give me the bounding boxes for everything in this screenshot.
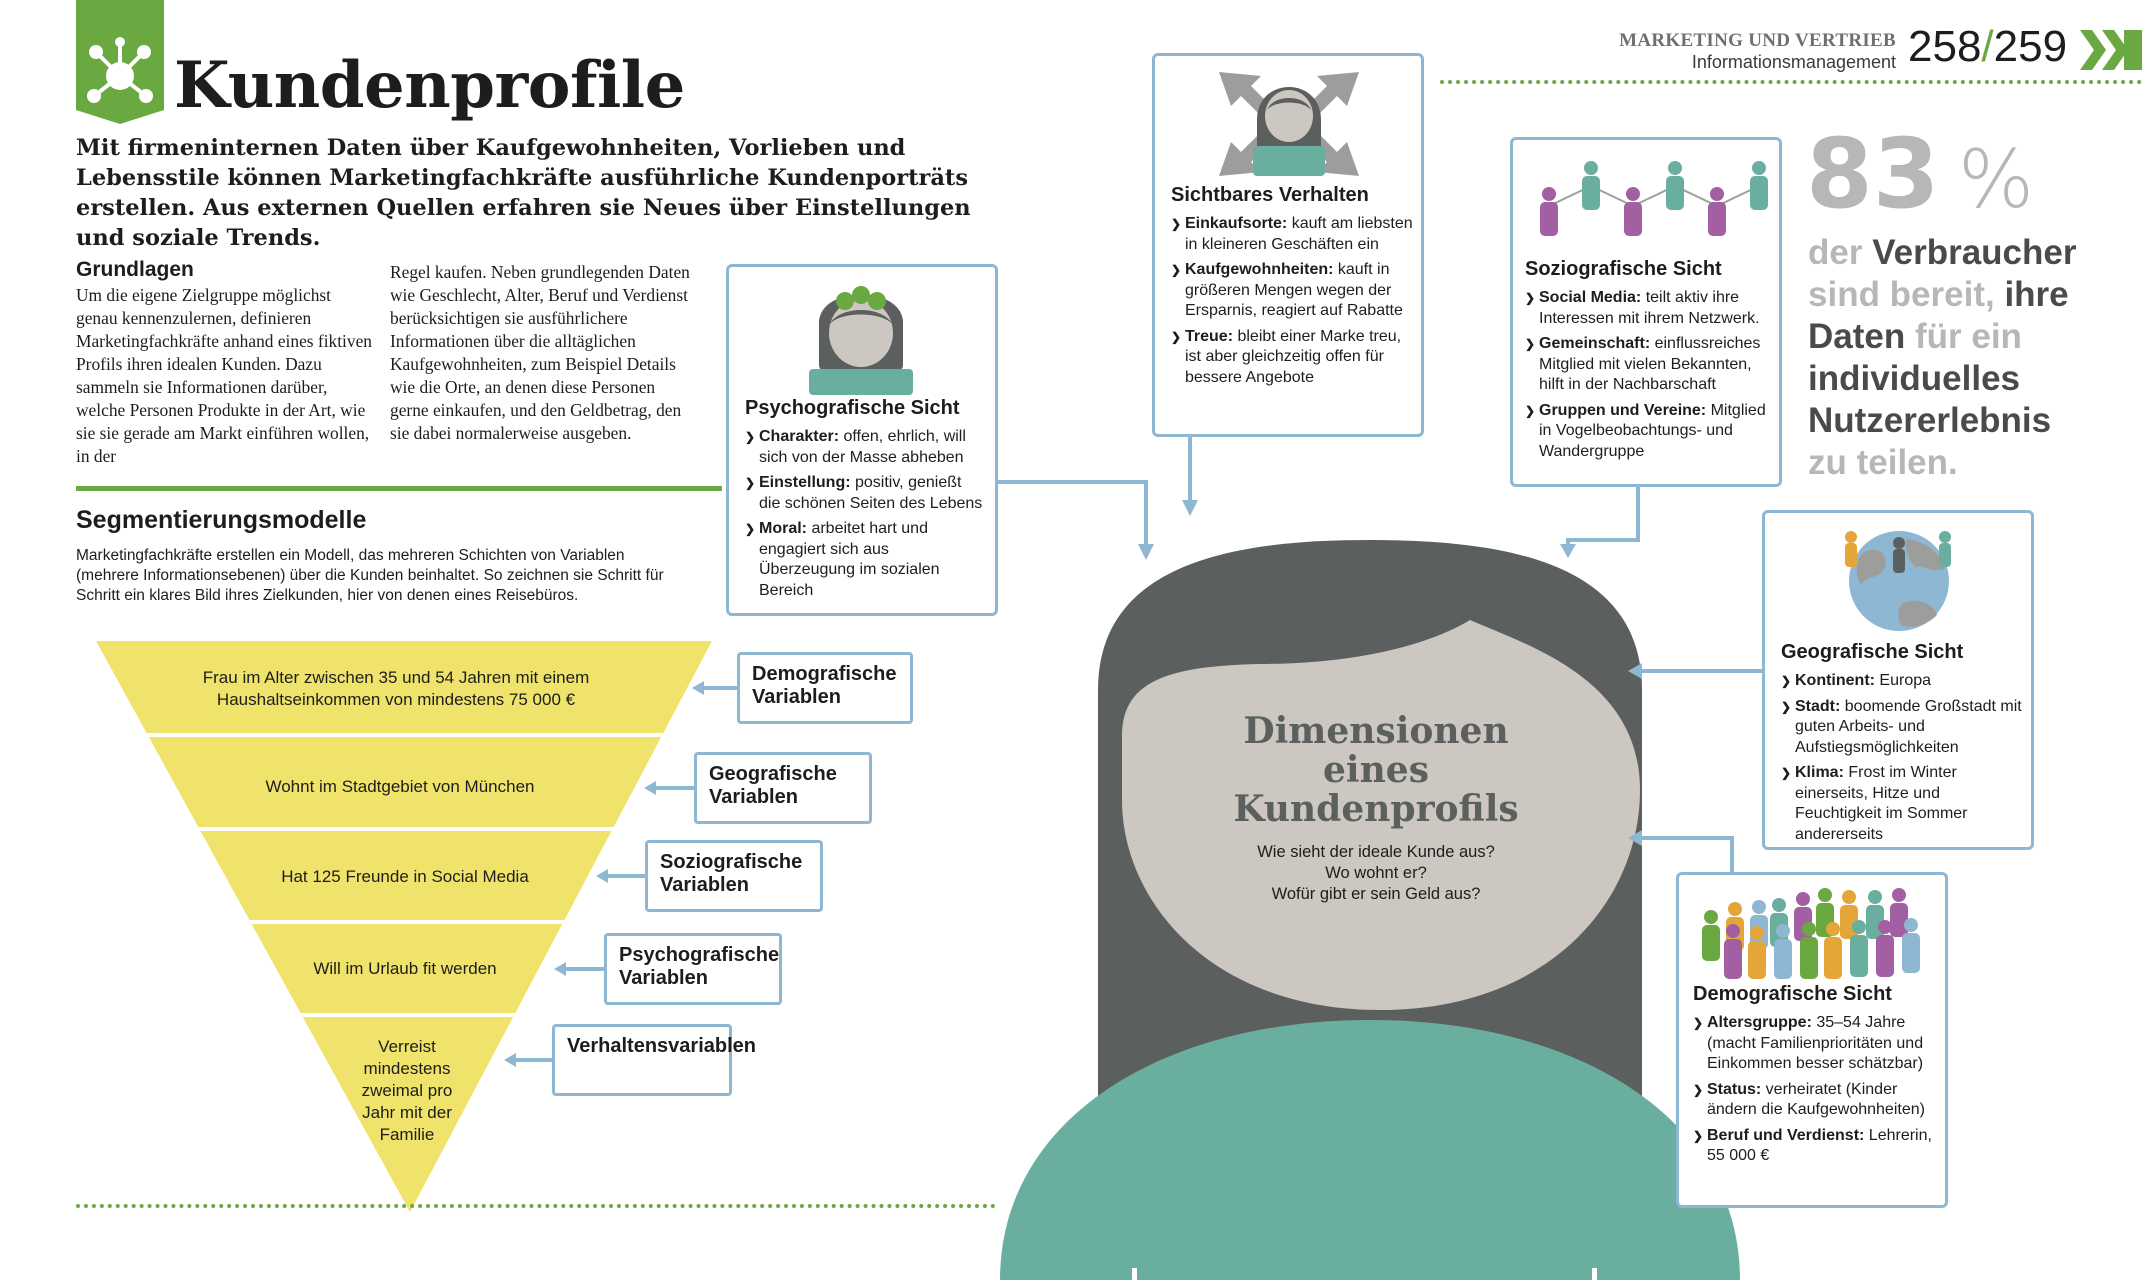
grundlagen-heading: Grundlagen: [76, 258, 194, 281]
stat-number: 83: [1806, 118, 1940, 230]
stat-text: der Verbraucher sind bereit, ihre Daten für ein individuelles Nutzererlebnis zu teilen.: [1808, 233, 2077, 482]
center-question-3: Wofür gibt er sein Geld aus?: [1271, 885, 1481, 903]
demographic-crowd-icon: [1699, 885, 1931, 993]
card-demo-item: ❯ Status: verheiratet (Kinder ändern die Kaufgewohnheiten): [1693, 1080, 1941, 1121]
card-verhalten-title: Sichtbares Verhalten: [1171, 184, 1369, 206]
card-sozio-item: ❯ Gemeinschaft: einflussreiches Mitglied mit vielen Bekannten, hilft in der Nachbarschaft: [1525, 334, 1775, 396]
section-title: MARKETING UND VERTRIEB: [1619, 30, 1896, 51]
behavior-arrows-icon: [1207, 60, 1371, 184]
card-psychografische-sicht: [726, 264, 998, 616]
label-verhaltensvariablen: Verhaltensvariablen: [552, 1024, 732, 1096]
card-geografische-sicht: [1762, 510, 2034, 850]
funnel-level-1-text: Frau im Alter zwischen 35 und 54 Jahren mit einem Haushaltseinkommen von mindestens 75 000 €: [202, 668, 590, 709]
card-psycho-title: Psychografische Sicht: [745, 397, 960, 419]
grundlagen-col2: Regel kaufen. Neben grundlegenden Daten wie Geschlecht, Alter, Beruf und Verdienst berücksichtigen sie ausführlichere Informationen über die alltäglichen Kaufgewohnheiten, zum Beispiel Details wie die Orte, an denen diese Personen gerne einkaufen, und den Geldbetrag, den sie dabei normalerweise ausgeben.: [390, 262, 690, 443]
segment-heading: Segmentierungsmodelle: [76, 506, 367, 534]
page-right: 259: [1993, 22, 2068, 71]
card-sozio-title: Soziografische Sicht: [1525, 258, 1722, 280]
label-geografische-variablen: Geografische Variablen: [694, 752, 872, 824]
center-title: [1170, 712, 1582, 829]
segment-text: Marketingfachkräfte erstellen ein Modell, das mehreren Schichten von Variablen (mehrere Informationsebenen) über die Kunden beinhaltet. So zeichnen sie Schritt für Schritt ein klares Bild ihres Zielkunden, hier von denen eines Reisebüros.: [76, 547, 664, 604]
page-separator: /: [1981, 22, 1994, 71]
center-questions: [1190, 842, 1562, 905]
stat-figure: [1806, 118, 2034, 230]
card-sozio-item: ❯ Gruppen und Vereine: Mitglied in Vogelbeobachtungs- und Wandergruppe: [1525, 401, 1775, 463]
card-demo-item: ❯ Altersgruppe: 35–54 Jahre (macht Familienprioritäten und Einkommen besser schätzbar): [1693, 1013, 1941, 1075]
card-verhalten-item: ❯ Einkaufsorte: kauft am liebsten in kleineren Geschäften ein: [1171, 214, 1415, 255]
page-title: Kundenprofile: [174, 48, 685, 123]
funnel-level-2-text: Wohnt im Stadtgebiet von München: [265, 777, 535, 796]
card-demo-list: [1693, 1013, 1941, 1172]
center-question-1: Wie sieht der ideale Kunde aus?: [1257, 843, 1495, 861]
woman-avatar-icon: [809, 275, 913, 395]
card-verhalten-item: ❯ Kaufgewohnheiten: kauft in größeren Mengen wegen der Ersparnis, reagiert auf Rabatte: [1171, 260, 1415, 322]
social-network-people-icon: [1525, 156, 1773, 248]
label-demografische-variablen: Demografische Variablen: [737, 652, 913, 724]
page-left: 258: [1908, 22, 1982, 71]
funnel-level-4-text: Will im Urlaub fit werden: [313, 959, 497, 978]
card-verhalten-item: ❯ Treue: bleibt einer Marke treu, ist aber gleichzeitig offen für bessere Angebote: [1171, 327, 1415, 389]
lead-paragraph: Mit firmeninternen Daten über Kaufgewohnheiten, Vorlieben und Lebensstile können Marketingfachkräfte ausführliche Kundenporträts erstellen. Aus externen Quellen erfahren sie Neues über Einstellungen und soziale Trends.: [76, 135, 971, 251]
card-demo-item: ❯ Beruf und Verdienst: Lehrerin, 55 000 €: [1693, 1126, 1941, 1167]
label-soziografische-variablen: Soziografische Variablen: [645, 840, 823, 912]
center-question-2: Wo wohnt er?: [1325, 864, 1427, 882]
subsection-title: Informationsmanagement: [1691, 52, 1896, 72]
card-demo-title: Demografische Sicht: [1693, 983, 1892, 1005]
card-sichtbares-verhalten: [1152, 53, 1424, 437]
center-title-line2: eines: [1323, 749, 1429, 791]
funnel-level-5-text: Verreist mindestens zweimal pro Jahr mit der Familie: [361, 1037, 453, 1144]
center-title-line3: Kundenprofils: [1233, 788, 1519, 830]
grundlagen-col1: Um die eigene Zielgruppe möglichst genau kennenzulernen, definieren Marketingfachkräfte anhand eines fiktiven Profils ihren idealen Kunden. Dazu sammeln sie Informationen darüber, welche Personen Produkte in der Art, wie sie sie gerade am Markt einführen wollen, in der: [76, 285, 372, 466]
label-psychografische-variablen: Psychografische Variablen: [604, 933, 782, 1005]
card-demografische-sicht: [1676, 872, 1948, 1208]
center-title-line1: Dimensionen: [1243, 710, 1509, 752]
card-sozio-item: ❯ Social Media: teilt aktiv ihre Interessen mit ihrem Netzwerk.: [1525, 288, 1775, 329]
card-psycho-item: ❯ Moral: arbeitet hart und engagiert sich aus Überzeugung im sozialen Bereich: [745, 519, 985, 601]
card-psycho-item: ❯ Charakter: offen, ehrlich, will sich von der Masse abheben: [745, 427, 985, 468]
card-soziografische-sicht: [1510, 137, 1782, 487]
card-psycho-item: ❯ Einstellung: positiv, genießt die schönen Seiten des Lebens: [745, 473, 985, 514]
card-geo-item: ❯ Klima: Frost im Winter einerseits, Hitze und Feuchtigkeit im Sommer andererseits: [1781, 763, 2025, 845]
card-geo-title: Geografische Sicht: [1781, 641, 1964, 663]
card-sozio-list: [1525, 288, 1775, 467]
globe-icon: [1833, 523, 1965, 637]
card-psycho-list: [745, 427, 985, 606]
funnel-level-3-text: Hat 125 Freunde in Social Media: [281, 867, 529, 886]
card-geo-list: [1781, 671, 2025, 850]
card-geo-item: ❯ Kontinent: Europa: [1781, 671, 2025, 692]
card-verhalten-list: [1171, 214, 1415, 393]
stat-unit: %: [1958, 133, 2035, 226]
card-geo-item: ❯ Stadt: boomende Großstadt mit guten Arbeits- und Aufstiegsmöglichkeiten: [1781, 697, 2025, 759]
